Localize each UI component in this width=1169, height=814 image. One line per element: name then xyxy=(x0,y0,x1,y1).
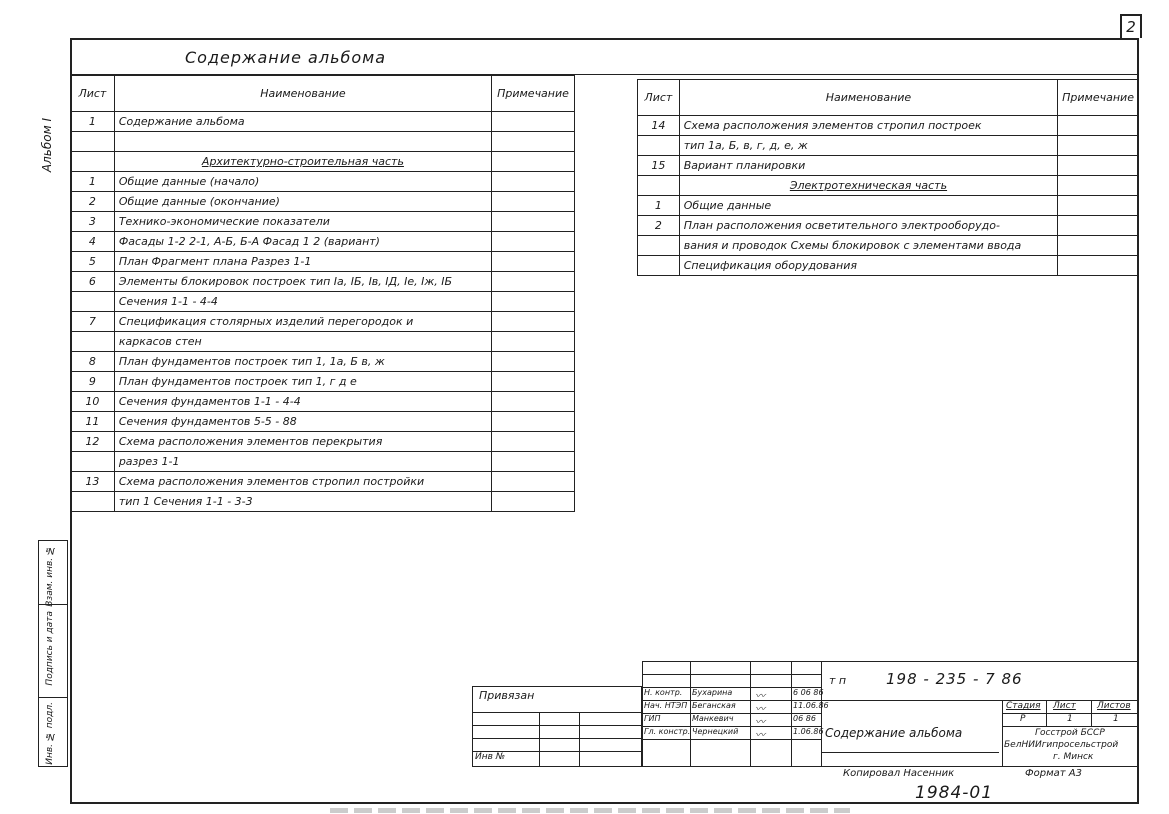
row-name: Схема расположения элементов стропил построек xyxy=(679,116,1057,136)
strip-sign-date-label: Подпись и дата xyxy=(45,611,55,686)
row-note xyxy=(492,212,575,232)
row-sheet-num: 12 xyxy=(71,432,115,452)
table-row xyxy=(71,152,575,172)
stage-label: Стадия xyxy=(1006,701,1041,711)
row-name: разрез 1-1 xyxy=(114,452,491,472)
row-note xyxy=(492,492,575,512)
row-note xyxy=(492,292,575,312)
signer-role: ГИП xyxy=(644,714,661,723)
row-name: Общие данные xyxy=(679,196,1057,216)
table-row xyxy=(638,236,1139,256)
contents-table-right xyxy=(637,79,1139,276)
signature-icon: 〰 xyxy=(755,691,765,702)
inv-no-label: Инв № xyxy=(475,752,506,762)
row-sheet-num: 5 xyxy=(71,252,115,272)
row-name xyxy=(114,132,491,152)
row-note xyxy=(492,172,575,192)
row-name: вания и проводок Схемы блокировок с элементами ввода xyxy=(679,236,1057,256)
table-row xyxy=(71,492,575,512)
row-sheet-num: 3 xyxy=(71,212,115,232)
row-note xyxy=(1058,116,1139,136)
row-name: Вариант планировки xyxy=(679,156,1057,176)
row-name: Схема расположения элементов перекрытия xyxy=(114,432,491,452)
strip-inv-orig-label: Инв. № подл. xyxy=(45,702,55,765)
signer-role: Нач. НТЭП xyxy=(644,701,688,710)
sheet-value: 1 xyxy=(1067,714,1073,724)
signer-name: Беганская xyxy=(692,701,736,710)
tied-label: Привязан xyxy=(479,689,535,702)
row-sheet-num xyxy=(71,332,115,352)
table-row xyxy=(71,392,575,412)
section-heading: Электротехническая часть xyxy=(679,176,1057,196)
org-line1: Госстрой БССР xyxy=(1035,728,1105,738)
table-row xyxy=(71,412,575,432)
row-note xyxy=(1058,196,1139,216)
row-sheet-num: 8 xyxy=(71,352,115,372)
col-sheet: Лист xyxy=(71,76,115,112)
row-note xyxy=(492,312,575,332)
col-name: Наименование xyxy=(679,80,1057,116)
row-note xyxy=(492,432,575,452)
row-note xyxy=(492,152,575,172)
row-name: Спецификация столярных изделий перегородок и xyxy=(114,312,491,332)
drawing-code: 198 - 235 - 7 86 xyxy=(886,670,1023,688)
row-name: тип 1 Сечения 1-1 - 3-3 xyxy=(114,492,491,512)
table-row xyxy=(638,116,1139,136)
row-note xyxy=(492,192,575,212)
row-sheet-num: 1 xyxy=(638,196,680,216)
row-note xyxy=(1058,256,1139,276)
table-row xyxy=(71,112,575,132)
row-sheet-num xyxy=(71,152,115,172)
row-sheet-num: 1 xyxy=(71,112,115,132)
strip-inv-replace xyxy=(38,540,68,605)
col-sheet: Лист xyxy=(638,80,680,116)
table-row xyxy=(638,176,1139,196)
strip-sign-date xyxy=(38,604,68,698)
row-note xyxy=(492,392,575,412)
row-sheet-num xyxy=(71,292,115,312)
table-row xyxy=(71,192,575,212)
row-note xyxy=(1058,156,1139,176)
strip-inv-orig xyxy=(38,697,68,767)
copied-label: Копировал Насенник xyxy=(843,768,955,779)
row-name: План фундаментов построек тип 1, г д е xyxy=(114,372,491,392)
row-name: Спецификация оборудования xyxy=(679,256,1057,276)
table-row xyxy=(71,272,575,292)
org-line3: г. Минск xyxy=(1053,752,1094,762)
row-name: Общие данные (окончание) xyxy=(114,192,491,212)
row-sheet-num: 11 xyxy=(71,412,115,432)
row-name: План расположения осветительного электрооборудо- xyxy=(679,216,1057,236)
table-row xyxy=(71,472,575,492)
row-sheet-num: 1 xyxy=(71,172,115,192)
tied-box xyxy=(472,686,642,767)
org-line2: БелНИИгипросельстрой xyxy=(1004,740,1119,750)
row-sheet-num: 7 xyxy=(71,312,115,332)
row-sheet-num: 6 xyxy=(71,272,115,292)
format-label: Формат А3 xyxy=(1025,768,1082,779)
row-note xyxy=(1058,236,1139,256)
signer-name: Манкевич xyxy=(692,714,734,723)
table-row xyxy=(638,256,1139,276)
table-row xyxy=(638,216,1139,236)
row-note xyxy=(492,452,575,472)
row-note xyxy=(492,412,575,432)
row-sheet-num: 2 xyxy=(71,192,115,212)
year-stamp: 1984-01 xyxy=(915,783,994,803)
signer-date: 1.06.86 xyxy=(793,727,824,736)
table-row xyxy=(71,212,575,232)
row-note xyxy=(1058,136,1139,156)
row-sheet-num: 14 xyxy=(638,116,680,136)
row-name: Схема расположения элементов стропил постройки xyxy=(114,472,491,492)
signature-icon: 〰 xyxy=(755,730,765,741)
row-name: Содержание альбома xyxy=(114,112,491,132)
row-sheet-num xyxy=(638,256,680,276)
row-sheet-num: 9 xyxy=(71,372,115,392)
table-row xyxy=(71,292,575,312)
row-note xyxy=(1058,176,1139,196)
row-sheet-num: 13 xyxy=(71,472,115,492)
table-header xyxy=(71,76,575,112)
table-row xyxy=(71,432,575,452)
row-name: каркасов стен xyxy=(114,332,491,352)
page-title: Содержание альбома xyxy=(185,48,387,67)
table-row xyxy=(71,352,575,372)
table-row xyxy=(71,172,575,192)
table-row xyxy=(71,452,575,472)
section-heading: Архитектурно-строительная часть xyxy=(114,152,491,172)
row-name: Сечения 1-1 - 4-4 xyxy=(114,292,491,312)
row-sheet-num: 4 xyxy=(71,232,115,252)
row-sheet-num xyxy=(71,492,115,512)
row-note xyxy=(492,352,575,372)
signer-date: 11.06.86 xyxy=(793,701,829,710)
sheet-number: 2 xyxy=(1120,14,1142,38)
signer-role: Гл. констр. xyxy=(644,727,691,736)
signer-name: Чернецкий xyxy=(692,727,739,736)
signature-icon: 〰 xyxy=(755,717,765,728)
row-sheet-num xyxy=(71,132,115,152)
row-note xyxy=(492,472,575,492)
table-row xyxy=(638,196,1139,216)
strip-inv-replace-label: Взам. инв. № xyxy=(45,545,55,607)
row-name: План фундаментов построек тип 1, 1а, Б в, ж xyxy=(114,352,491,372)
row-note xyxy=(492,252,575,272)
row-name: План Фрагмент плана Разрез 1-1 xyxy=(114,252,491,272)
row-note xyxy=(492,332,575,352)
table-row xyxy=(638,136,1139,156)
title-block xyxy=(642,661,1139,767)
row-name: Фасады 1-2 2-1, А-Б, Б-А Фасад 1 2 (вариант) xyxy=(114,232,491,252)
row-sheet-num: 15 xyxy=(638,156,680,176)
stage-value: Р xyxy=(1020,714,1026,724)
row-note xyxy=(1058,216,1139,236)
row-note xyxy=(492,372,575,392)
row-name: Сечения фундаментов 5-5 - 88 xyxy=(114,412,491,432)
table-row xyxy=(71,372,575,392)
row-note xyxy=(492,112,575,132)
signer-role: Н. контр. xyxy=(644,688,683,697)
row-sheet-num: 10 xyxy=(71,392,115,412)
signer-name: Бухарина xyxy=(692,688,733,697)
row-name: Общие данные (начало) xyxy=(114,172,491,192)
row-sheet-num xyxy=(638,176,680,196)
sheet-title: Содержание альбома xyxy=(825,726,963,740)
row-note xyxy=(492,132,575,152)
table-row xyxy=(71,332,575,352)
table-row xyxy=(71,252,575,272)
sheet-label: Лист xyxy=(1053,701,1076,711)
col-note: Примечание xyxy=(1058,80,1139,116)
table-row xyxy=(71,312,575,332)
contents-table-left xyxy=(70,75,575,512)
row-sheet-num: 2 xyxy=(638,216,680,236)
scan-artifact xyxy=(330,808,850,813)
sheets-label: Листов xyxy=(1097,701,1131,711)
signature-icon: 〰 xyxy=(755,704,765,715)
row-note xyxy=(492,272,575,292)
signer-date: 06 86 xyxy=(793,714,816,723)
table-row xyxy=(71,132,575,152)
table-row xyxy=(71,232,575,252)
row-name: Сечения фундаментов 1-1 - 4-4 xyxy=(114,392,491,412)
row-sheet-num xyxy=(638,236,680,256)
row-sheet-num xyxy=(638,136,680,156)
signer-date: 6 06 86 xyxy=(793,688,824,697)
row-name: Технико-экономические показатели xyxy=(114,212,491,232)
album-label: Альбом I xyxy=(40,118,54,173)
table-row xyxy=(638,156,1139,176)
col-name: Наименование xyxy=(114,76,491,112)
col-note: Примечание xyxy=(492,76,575,112)
table-header xyxy=(638,80,1139,116)
row-sheet-num xyxy=(71,452,115,472)
sheets-value: 1 xyxy=(1113,714,1119,724)
row-note xyxy=(492,232,575,252)
code-prefix: т п xyxy=(829,674,847,687)
row-name: Элементы блокировок построек тип Iа, IБ, Iв, IД, Iе, Iж, IБ xyxy=(114,272,491,292)
row-name: тип 1а, Б, в, г, д, е, ж xyxy=(679,136,1057,156)
